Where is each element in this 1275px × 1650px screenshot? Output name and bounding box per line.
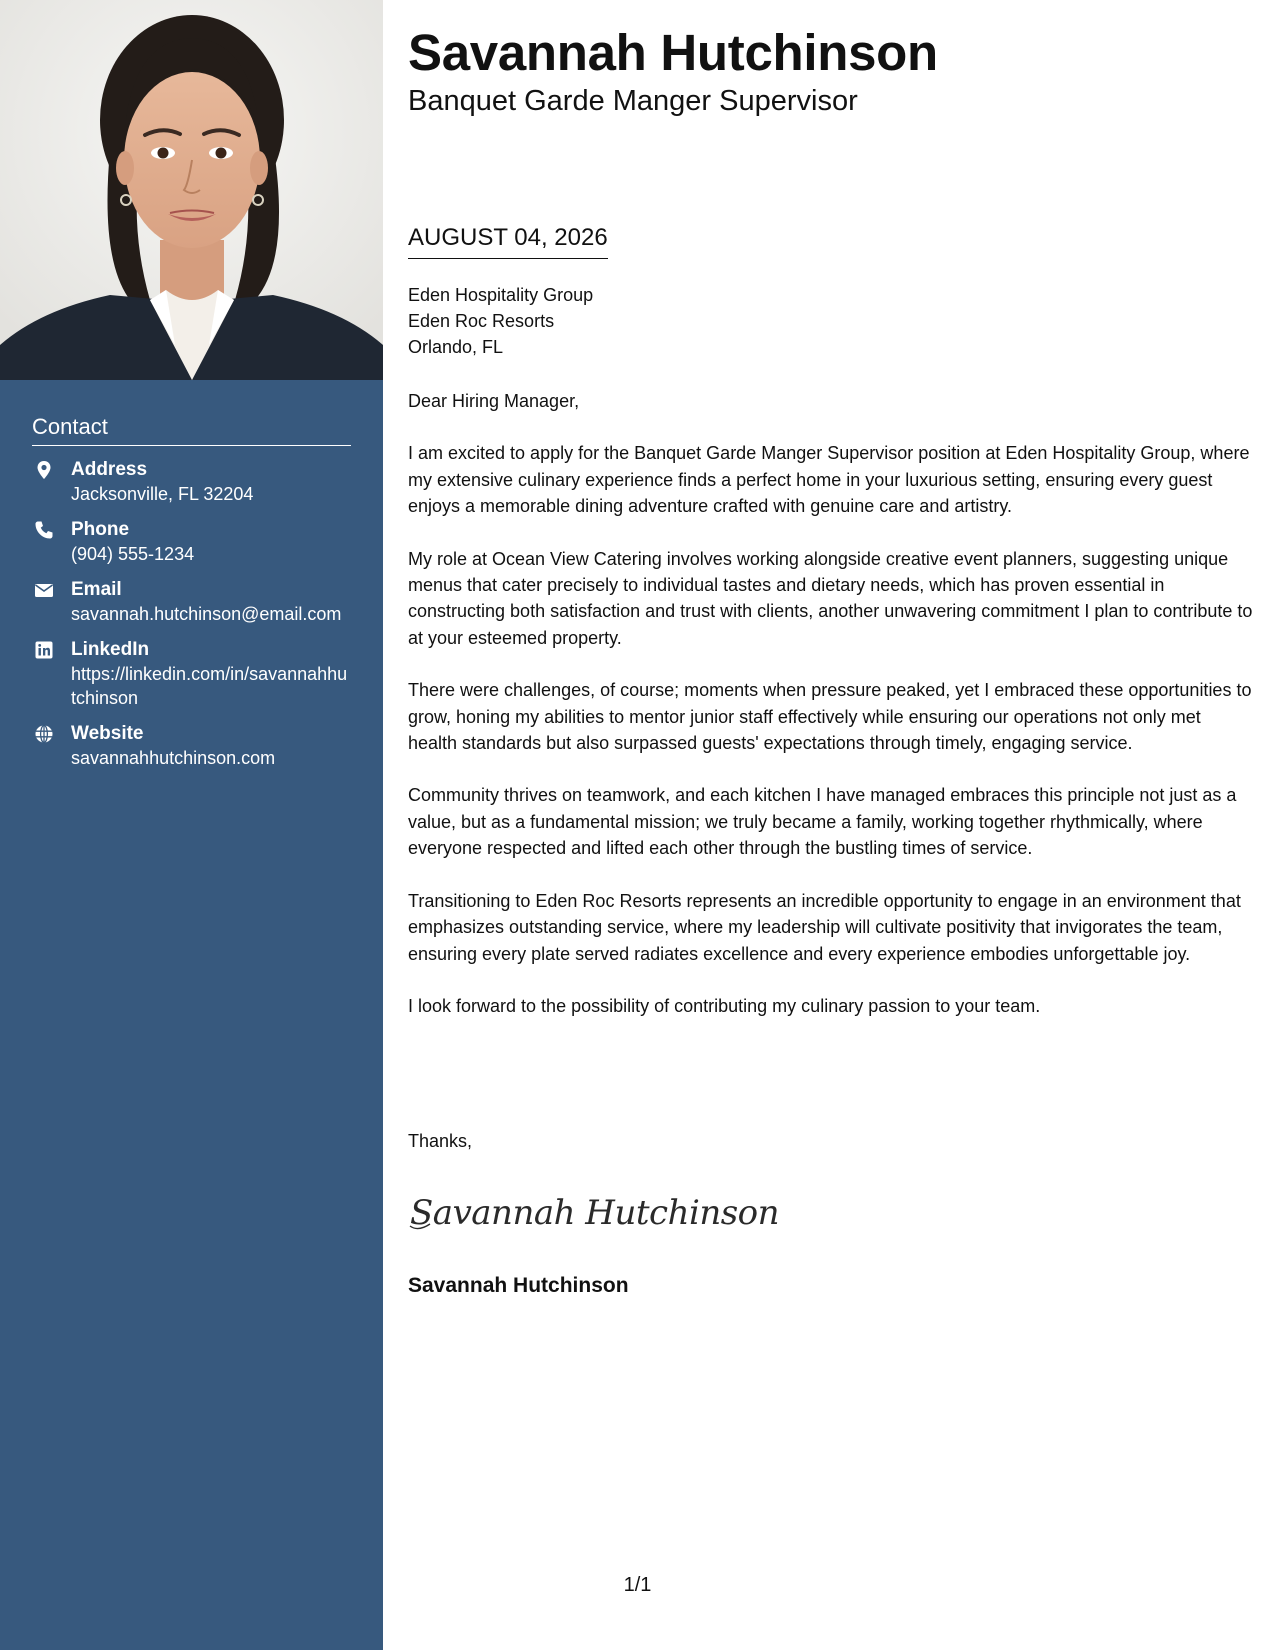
applicant-title: Banquet Garde Manger Supervisor <box>408 85 858 117</box>
applicant-name: Savannah Hutchinson <box>408 24 938 81</box>
letter-paragraph: My role at Ocean View Catering involves working alongside creative event planners, suggesting unique menus that cater precisely to individual tastes and dietary needs, which has proven essential in constructing both satisfaction and trust with clients, another unwavering commitment I plan to contribute to at your esteemed property. <box>408 548 1253 648</box>
sidebar <box>0 0 383 1650</box>
signature-glyphs: Savannah Hutchinson <box>410 1193 780 1233</box>
closing: Thanks, <box>408 1131 473 1151</box>
recipient-company: Eden Hospitality Group <box>408 285 594 305</box>
contact-heading: Contact <box>32 412 351 446</box>
phone-icon <box>34 520 54 540</box>
letter-date: AUGUST 04, 2026 <box>408 222 608 259</box>
contact-value: Jacksonville, FL 32204 <box>71 484 254 504</box>
globe-icon <box>34 724 54 744</box>
contact-value[interactable]: savannahhutchinson.com <box>71 748 276 768</box>
recipient-block <box>408 282 593 360</box>
contact-label: Address <box>71 459 148 480</box>
contact-value: (904) 555-1234 <box>71 544 195 564</box>
letter-paragraph: There were challenges, of course; moments when pressure peaked, yet I embraced these opportunities to grow, honing my abilities to mentor junior staff effectively while ensuring our operations not only met health standards but also surpassed guests' expectations through timely, engaging service. <box>408 680 1252 754</box>
contact-label: Phone <box>71 519 130 540</box>
letter-paragraph: Community thrives on teamwork, and each kitchen I have managed embraces this principle not just as a value, but as a fundamental mission; we truly became a family, working together rhythmically, where everyone respected and lifted each other through the bustling times of service. <box>408 785 1237 859</box>
letter-body <box>408 388 1253 1045</box>
contact-website <box>32 722 351 770</box>
handwritten-signature <box>408 1186 780 1236</box>
contact-label: LinkedIn <box>71 639 150 660</box>
letter-paragraph: Transitioning to Eden Roc Resorts represents an incredible opportunity to engage in an environment that emphasizes outstanding service, where my leadership will cultivate positivity that invigorates the team, ensuring every plate served radiates excellence and every experience embodies unforgettable joy. <box>408 890 1241 964</box>
contact-linkedin <box>32 638 351 710</box>
profile-photo <box>0 0 383 380</box>
contact-label: Website <box>71 723 144 744</box>
location-pin-icon <box>34 460 54 480</box>
contact-value[interactable]: savannah.hutchinson@email.com <box>71 604 342 624</box>
recipient-property: Eden Roc Resorts <box>408 311 555 331</box>
contact-address <box>32 458 351 506</box>
contact-section <box>32 412 351 782</box>
linkedin-icon <box>34 640 54 660</box>
letter-paragraph: I look forward to the possibility of contributing my culinary passion to your team. <box>408 995 1041 1016</box>
contact-email <box>32 578 351 626</box>
envelope-icon <box>34 580 54 600</box>
contact-label: Email <box>71 579 122 600</box>
signer-name: Savannah Hutchinson <box>408 1274 629 1297</box>
letter-paragraph: I am excited to apply for the Banquet Garde Manger Supervisor position at Eden Hospitality Group, where my extensive culinary experience finds a perfect home in your luxurious setting, ensuring every guest enjoys a memorable dining adventure crafted with genuine care and artistry. <box>408 443 1250 517</box>
page-number: 1/1 <box>623 1574 652 1596</box>
contact-value[interactable]: https://linkedin.com/in/savannahhutchinson <box>71 664 348 708</box>
contact-phone <box>32 518 351 566</box>
salutation: Dear Hiring Manager, <box>408 391 580 411</box>
recipient-location: Orlando, FL <box>408 337 504 357</box>
